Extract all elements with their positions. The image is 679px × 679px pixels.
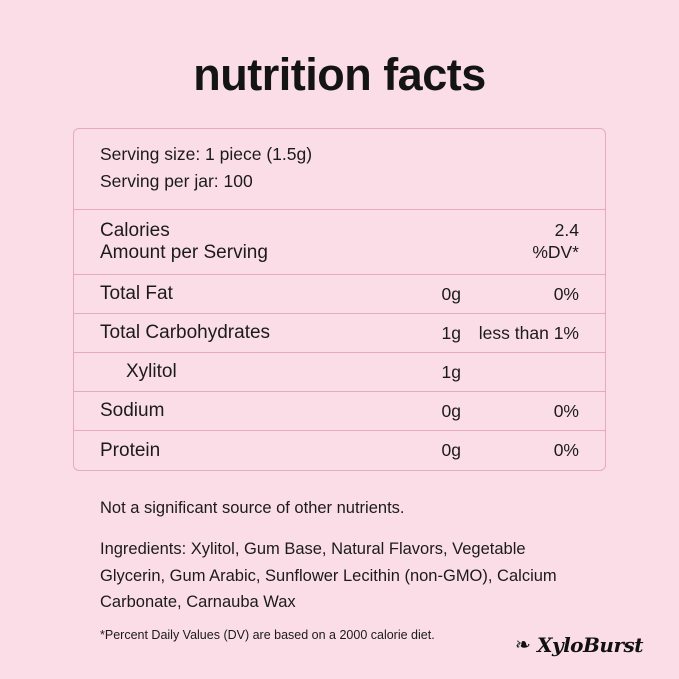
page-title: nutrition facts bbox=[193, 49, 486, 100]
brand-logo bbox=[515, 633, 643, 657]
ingredients-text: Ingredients: Xylitol, Gum Base, Natural Flavors, Vegetable Glycerin, Gum Arabic, Sunflower Lecithin (non-GMO), Calcium Carbonate, Carnauba Wax bbox=[100, 540, 557, 612]
nutrient-dv: 0% bbox=[553, 440, 579, 461]
nutrient-dv: 0% bbox=[553, 400, 579, 421]
nutrient-dv: less than 1% bbox=[478, 322, 579, 343]
nutrient-amount: 1g bbox=[441, 322, 461, 343]
table-row bbox=[74, 353, 605, 392]
calories-line bbox=[100, 220, 579, 242]
nutrient-amount: 0g bbox=[441, 283, 461, 304]
nutrient-dv: 0% bbox=[553, 283, 579, 304]
leaf-icon: ❧ bbox=[515, 634, 531, 656]
amount-per-serving-label: Amount per Serving bbox=[100, 242, 268, 264]
serving-size: Serving size: 1 piece (1.5g) bbox=[100, 144, 313, 164]
amount-per-serving-line bbox=[100, 242, 579, 264]
calories-section bbox=[74, 210, 605, 275]
nutrient-amount: 0g bbox=[441, 400, 461, 421]
nutrient-label: Xylitol bbox=[126, 361, 177, 383]
nutrient-label: Sodium bbox=[100, 400, 165, 422]
nutrient-amount: 1g bbox=[441, 361, 461, 382]
serving-info bbox=[74, 129, 605, 210]
nutrition-table bbox=[73, 128, 606, 471]
daily-value-note: *Percent Daily Values (DV) are based on a 2000 calorie diet. bbox=[100, 628, 435, 642]
dv-header: %DV* bbox=[532, 242, 579, 263]
calories-value: 2.4 bbox=[554, 220, 579, 241]
calories-label: Calories bbox=[100, 220, 170, 242]
nutrient-label: Total Fat bbox=[100, 283, 173, 305]
serving-per-jar: Serving per jar: 100 bbox=[100, 171, 253, 192]
not-significant-note: Not a significant source of other nutrients. bbox=[100, 499, 405, 517]
table-row bbox=[74, 431, 605, 470]
table-row bbox=[74, 392, 605, 431]
table-row bbox=[74, 275, 605, 314]
nutrient-label: Total Carbohydrates bbox=[100, 322, 271, 344]
brand-name: XyloBurst bbox=[536, 633, 643, 657]
nutrient-label: Protein bbox=[100, 439, 161, 461]
table-row bbox=[74, 314, 605, 353]
nutrient-amount: 0g bbox=[441, 440, 461, 461]
